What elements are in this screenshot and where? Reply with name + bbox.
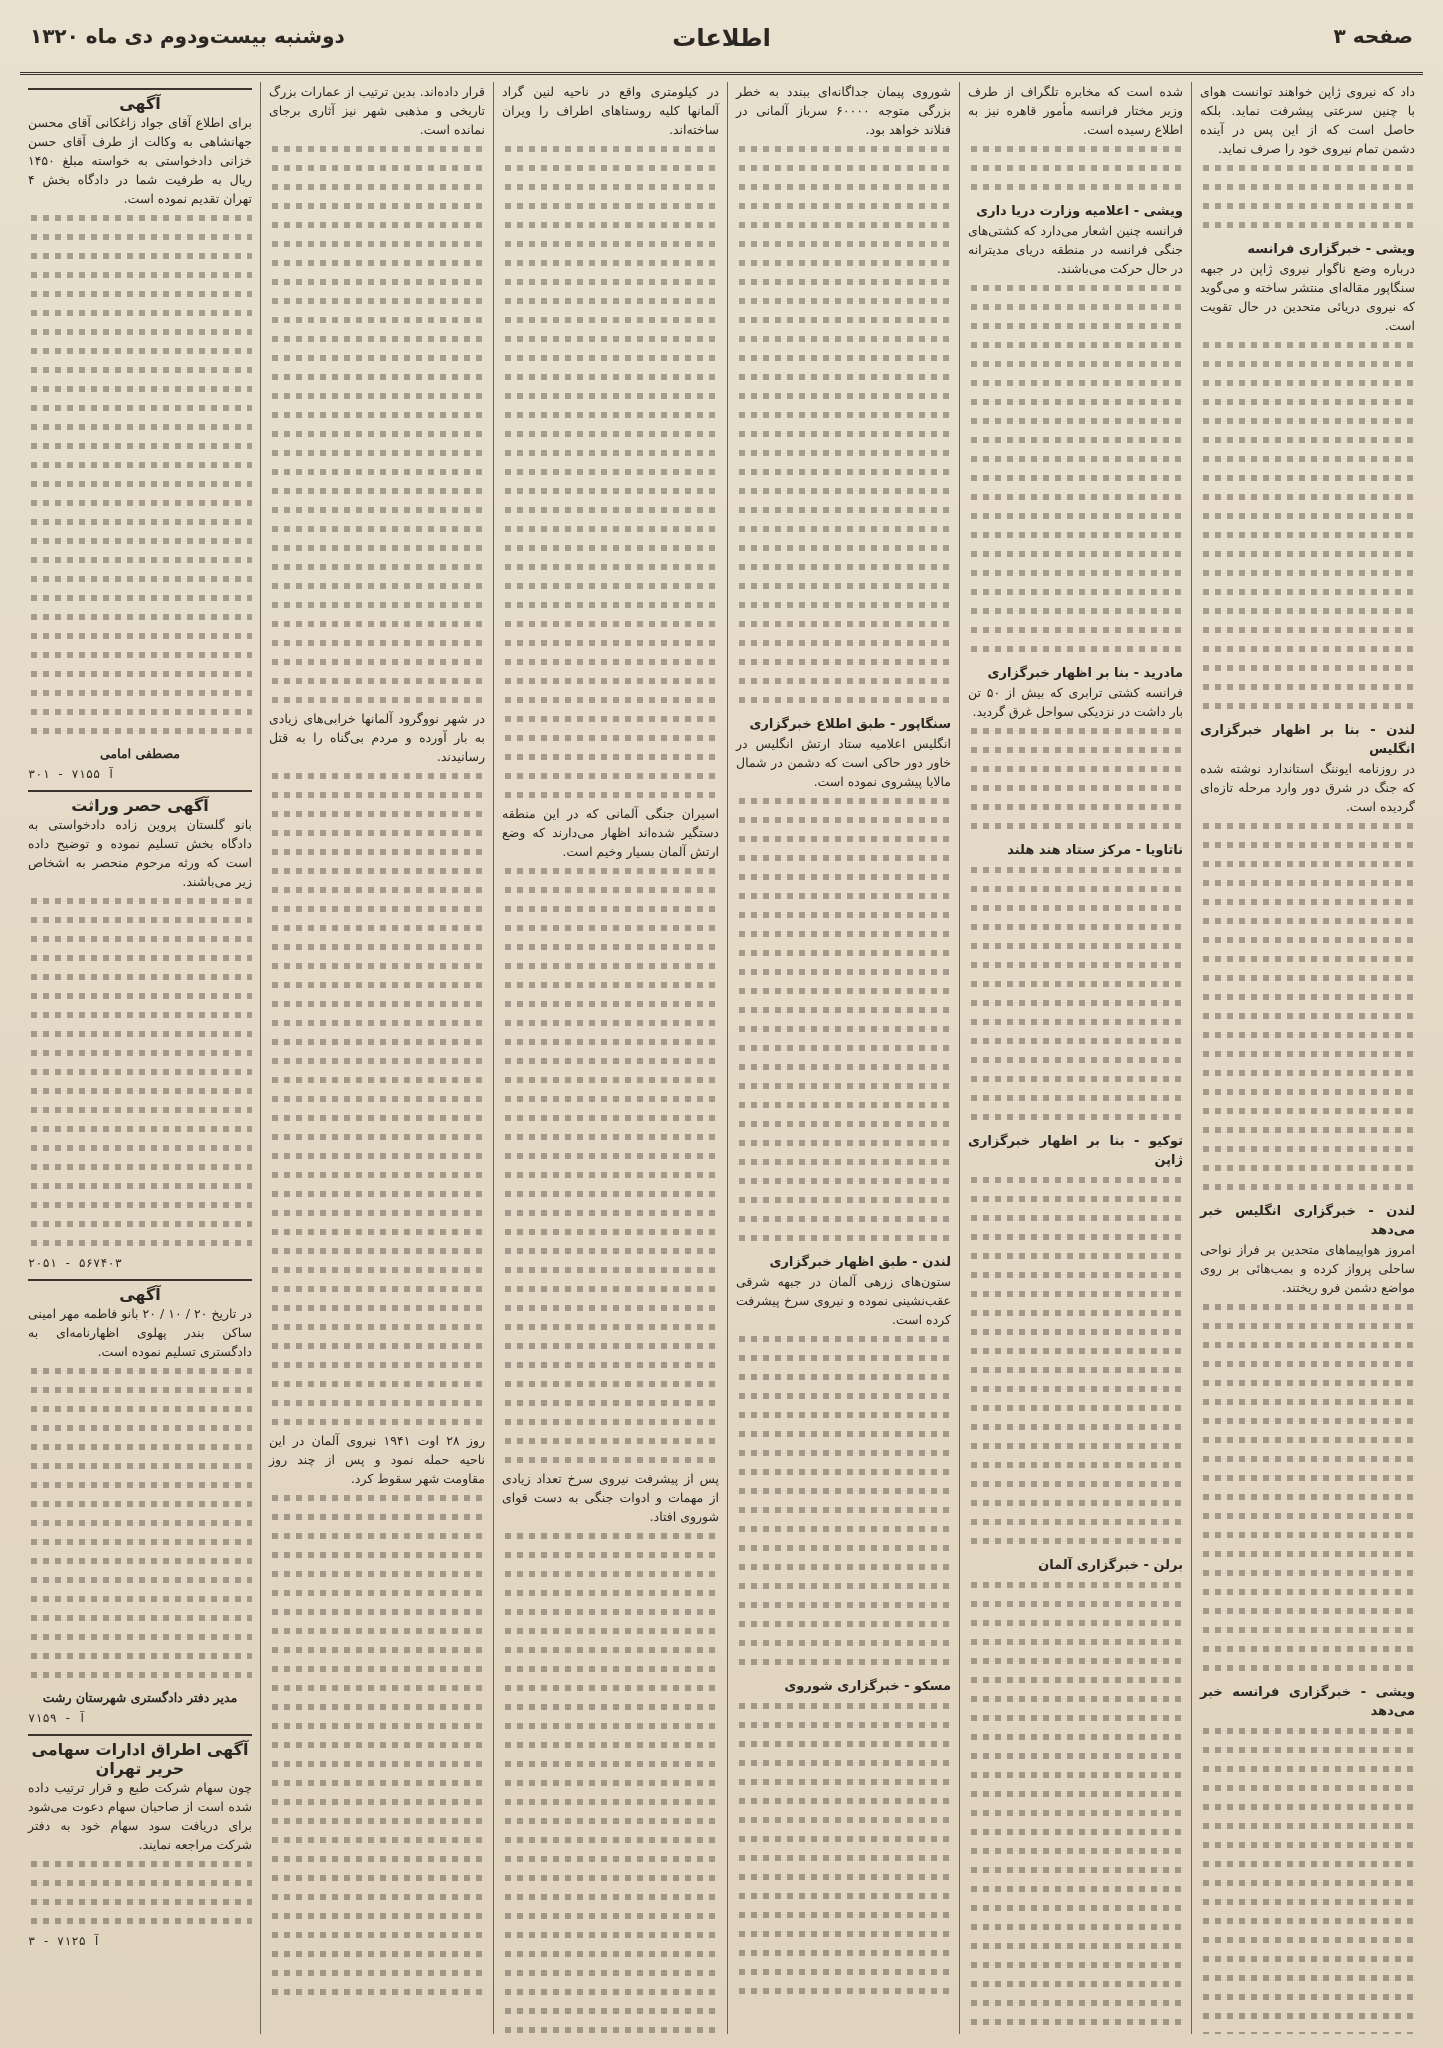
ad-body: در تاریخ ۲۰ / ۱۰ / ۲۰ بانو فاطمه مهر امینی ساکن بندر پهلوی اظهارنامه‌ای به دادگستری تسلیم نموده است. (28, 1306, 252, 1359)
ad-title: آگهی حصر وراثت (28, 790, 252, 815)
column-4 (493, 82, 727, 2034)
column-3 (727, 82, 959, 2034)
article-paragraph: انگلیس اعلامیه ستاد ارتش انگلیس در خاور دور حاکی است که دشمن در شمال مالایا پیشروی نموده است. (736, 736, 951, 789)
issue-date: دوشنبه بیست‌ودوم دی ماه ۱۳۲۰ (30, 24, 345, 48)
article-paragraph: در کیلومتری واقع در ناحیه لنین گراد آلمانها کلیه روستاهای اطراف را ویران ساخته‌اند. (502, 84, 719, 137)
article-paragraph: در روزنامه ایوننگ استاندارد نوشته شده که جنگ در شرق دور وارد مرحله تازه‌ای گردیده است. (1200, 761, 1415, 814)
dateline: ناتاویا - مرکز ستاد هند هلند (1007, 843, 1183, 858)
ad-number: ۵۶۷۴۰۳ - ۲۰۵۱ (28, 1256, 122, 1270)
dateline: لندن - بنا بر اظهار خبرگزاری انگلیس (1200, 723, 1415, 757)
dateline: سنگاپور - طبق اطلاع خبرگزاری (749, 717, 951, 732)
ad-number: آ ۷۱۲۵ - ۳ (28, 1934, 101, 1948)
ad-signature: مصطفی امامی (100, 746, 180, 761)
ad-title: آگهی (28, 88, 252, 113)
article-paragraph: در شهر نووگرود آلمانها خرابی‌های زیادی به بار آورده و مردم بی‌گناه را به قتل رسانیدند. (269, 711, 485, 764)
article-paragraph: قرار داده‌اند. بدین ترتیب از عمارات بزرگ تاریخی و مذهبی شهر نیز آثاری برجای نمانده است. (269, 84, 485, 137)
dateline: مادرید - بنا بر اظهار خبرگزاری (987, 666, 1183, 681)
article-paragraph: روز ۲۸ اوت ۱۹۴۱ نیروی آلمان در این ناحیه حمله نمود و پس از چند روز مقاومت شهر سقوط کرد. (269, 1433, 485, 1486)
dateline: توکیو - بنا بر اظهار خبرگزاری ژاپن (968, 1134, 1183, 1168)
article-paragraph: شوروی پیمان جداگانه‌ای ببندد به خطر بزرگی متوجه ۶۰۰۰۰ سرباز آلمانی در فنلاند خواهد بود. (736, 84, 951, 137)
column-2 (959, 82, 1191, 2034)
ad-body: برای اطلاع آقای جواد زاغکانی آقای محسن جهانشاهی به وکالت از طرف آقای حسن خزانی دادخواستی به خواسته مبلغ ۱۴۵۰ ریال به طرفیت شما در دادگاه بخش ۴ تهران تقدیم نموده است. (28, 115, 252, 206)
article-columns (20, 82, 1423, 2034)
article-paragraph: ستون‌های زرهی آلمان در جبهه شرقی عقب‌نشینی نموده و نیروی سرخ پیشرفت کرده است. (736, 1274, 951, 1327)
ad-body: چون سهام شرکت طبع و قرار ترتیب داده شده است از صاحبان سهام دعوت می‌شود برای دریافت سود سهام خود به دفتر شرکت مراجعه نمایند. (28, 1780, 252, 1852)
article-paragraph: درباره وضع ناگوار نیروی ژاپن در جبهه سنگاپور مقاله‌ای منتشر ساخته و می‌گوید که نیروی دریائی متحدین در حال تقویت است. (1200, 261, 1415, 333)
article-paragraph: امروز هواپیماهای متحدین بر فراز نواحی ساحلی پرواز کرده و بمب‌هائی بر روی مواضع دشمن فرو ریختند. (1200, 1242, 1415, 1295)
column-1 (1191, 82, 1423, 2034)
dateline: لندن - طبق اظهار خبرگزاری (769, 1255, 951, 1270)
dateline: لندن - خبرگزاری انگلیس خبر می‌دهد (1200, 1204, 1415, 1238)
dateline: ویشی - اعلامیه وزارت دریا داری (976, 204, 1183, 219)
paper-title: اطلاعات (672, 24, 771, 52)
article-paragraph: داد که نیروی ژاپن خواهند توانست هوای با چنین سرعتی پیشرفت نماید. بلکه حاصل است که از این پس در آینده دشمن تمام نیروی خود را صرف نماید. (1200, 84, 1415, 156)
column-6-ads (20, 82, 260, 2034)
ad-number: آ ۷۱۵۵ - ۳۰۱ (28, 767, 115, 781)
ad-signature: مدیر دفتر دادگستری شهرستان رشت (42, 1690, 238, 1705)
dateline: مسکو - خبرگزاری شوروی (784, 1679, 951, 1694)
page-number: صفحه ۳ (1333, 24, 1413, 48)
article-paragraph: فرانسه کشتی ترابری که بیش از ۵۰ تن بار داشت در نزدیکی سواحل غرق گردید. (968, 685, 1184, 719)
article-paragraph: پس از پیشرفت نیروی سرخ تعداد زیادی از مهمات و ادوات جنگی به دست قوای شوروی افتاد. (502, 1471, 719, 1524)
dateline: ویشی - خبرگزاری فرانسه (1247, 242, 1415, 257)
ad-title: آگهی اطراق ادارات سهامی حریر تهران (28, 1734, 252, 1778)
column-5 (260, 82, 493, 2034)
article-paragraph: فرانسه چنین اشعار می‌دارد که کشتی‌های جنگی فرانسه در منطقه دریای مدیترانه در حال حرکت می‌باشند. (968, 223, 1183, 276)
article-paragraph: شده است که مخابره تلگراف از طرف وزیر مختار فرانسه مأمور قاهره نیز به اطلاع رسیده است. (968, 84, 1183, 137)
ad-body: بانو گلستان پروین زاده دادخواستی به دادگاه بخش تسلیم نموده و توضیح داده است که ورثه مرحوم منحصر به اشخاص زیر می‌باشند. (28, 817, 252, 889)
dateline: ویشی - خبرگزاری فرانسه خبر می‌دهد (1200, 1685, 1415, 1719)
masthead (20, 10, 1423, 75)
ad-title: آگهی (28, 1279, 252, 1304)
ad-number: آ - ۷۱۵۹ (28, 1711, 86, 1725)
article-paragraph: اسیران جنگی آلمانی که در این منطقه دستگیر شده‌اند اظهار می‌دارند که وضع ارتش آلمان بسیار وخیم است. (502, 806, 719, 859)
dateline: برلن - خبرگزاری آلمان (1038, 1558, 1183, 1573)
